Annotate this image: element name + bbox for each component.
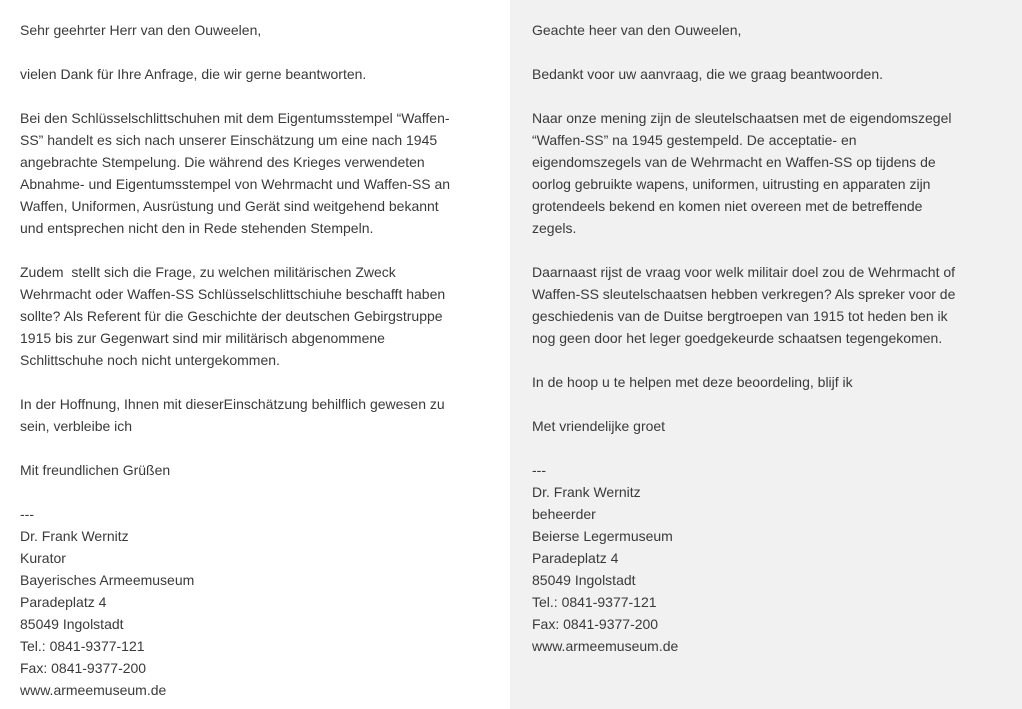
- german-signature-city: 85049 Ingolstadt: [20, 616, 124, 632]
- german-signature-organization: Bayerisches Armeemuseum: [20, 572, 195, 588]
- dutch-closing-paragraph: In de hoop u te helpen met deze beoordeling, blijf ik: [532, 374, 853, 390]
- german-signature-street: Paradeplatz 4: [20, 594, 107, 610]
- dutch-stamp-paragraph: Naar onze mening zijn de sleutelschaatsen met de eigendomszegel “Waffen-SS” na 1945 gestempeld. De acceptatie- en eigendomszegels van de Wehrmacht en Waffen-SS op tijdens de oorlog gebruikte wapens, uniformen, uitrusting en apparaten zijn grotendeels bekend en komen niet overeen met de betreffende zegels.: [532, 110, 952, 236]
- german-signature-name: Dr. Frank Wernitz: [20, 528, 129, 544]
- dutch-signature-name: Dr. Frank Wernitz: [532, 484, 641, 500]
- dutch-thanks-paragraph: Bedankt voor uw aanvraag, die we graag beantwoorden.: [532, 66, 884, 82]
- german-greeting: Mit freundlichen Grüßen: [20, 462, 171, 478]
- dutch-signature-role: beheerder: [532, 506, 596, 522]
- german-signature-block: [20, 503, 490, 701]
- dutch-signature-street: Paradeplatz 4: [532, 550, 619, 566]
- dutch-greeting: Met vriendelijke groet: [532, 418, 666, 434]
- german-thanks-paragraph: vielen Dank für Ihre Anfrage, die wir gerne beantworten.: [20, 66, 367, 82]
- german-closing-paragraph: In der Hoffnung, Ihnen mit dieserEinschätzung behilflich gewesen zu sein, verbleibe ich: [20, 396, 445, 434]
- dutch-salutation: Geachte heer van den Ouweelen,: [532, 22, 742, 38]
- german-signature-separator: ---: [20, 506, 34, 522]
- dutch-signature-city: 85049 Ingolstadt: [532, 572, 636, 588]
- dutch-signature-block: [532, 459, 1002, 657]
- german-stamp-paragraph: Bei den Schlüsselschlittschuhen mit dem Eigentumsstempel “Waffen- SS” handelt es sich nach unserer Einschätzung um eine nach 1945 angebrachte Stempelung. Die während des Krieges verwendeten Abnahme- und Eigentumsstempel von Wehrmacht und Waffen-SS an Waffen, Uniformen, Ausrüstung und Gerät sind weitgehend bekannt und entsprechen nicht den in Rede stehenden Stempeln.: [20, 110, 451, 236]
- dutch-signature-fax: Fax: 0841-9377-200: [532, 616, 659, 632]
- dutch-letter-column: [510, 0, 1022, 709]
- german-signature-fax: Fax: 0841-9377-200: [20, 660, 147, 676]
- german-letter-column: [0, 0, 510, 709]
- dutch-signature-separator: ---: [532, 462, 546, 478]
- german-purpose-paragraph: Zudem stellt sich die Frage, zu welchen militärischen Zweck Wehrmacht oder Waffen-SS Schlüsselschlittschiuhe beschafft haben sollte? Als Referent für die Geschichte der deutschen Gebirgstruppe 1915 bis zur Gegenwart sind mir militärisch abgenommene Schlittschuhe noch nicht untergekommen.: [20, 264, 446, 368]
- dutch-purpose-paragraph: Daarnaast rijst de vraag voor welk militair doel zou de Wehrmacht of Waffen-SS sleutelschaatsen hebben verkregen? Als spreker voor de geschiedenis van de Duitse bergtroepen van 1915 tot heden ben ik nog geen door het leger goedgekeurde schaatsen tegengekomen.: [532, 264, 956, 346]
- dutch-signature-organization: Beierse Legermuseum: [532, 528, 673, 544]
- german-signature-phone: Tel.: 0841-9377-121: [20, 638, 145, 654]
- dutch-signature-phone: Tel.: 0841-9377-121: [532, 594, 657, 610]
- german-salutation: Sehr geehrter Herr van den Ouweelen,: [20, 22, 262, 38]
- dutch-signature-website: www.armeemuseum.de: [532, 638, 679, 654]
- german-signature-website: www.armeemuseum.de: [20, 682, 167, 698]
- german-signature-role: Kurator: [20, 550, 66, 566]
